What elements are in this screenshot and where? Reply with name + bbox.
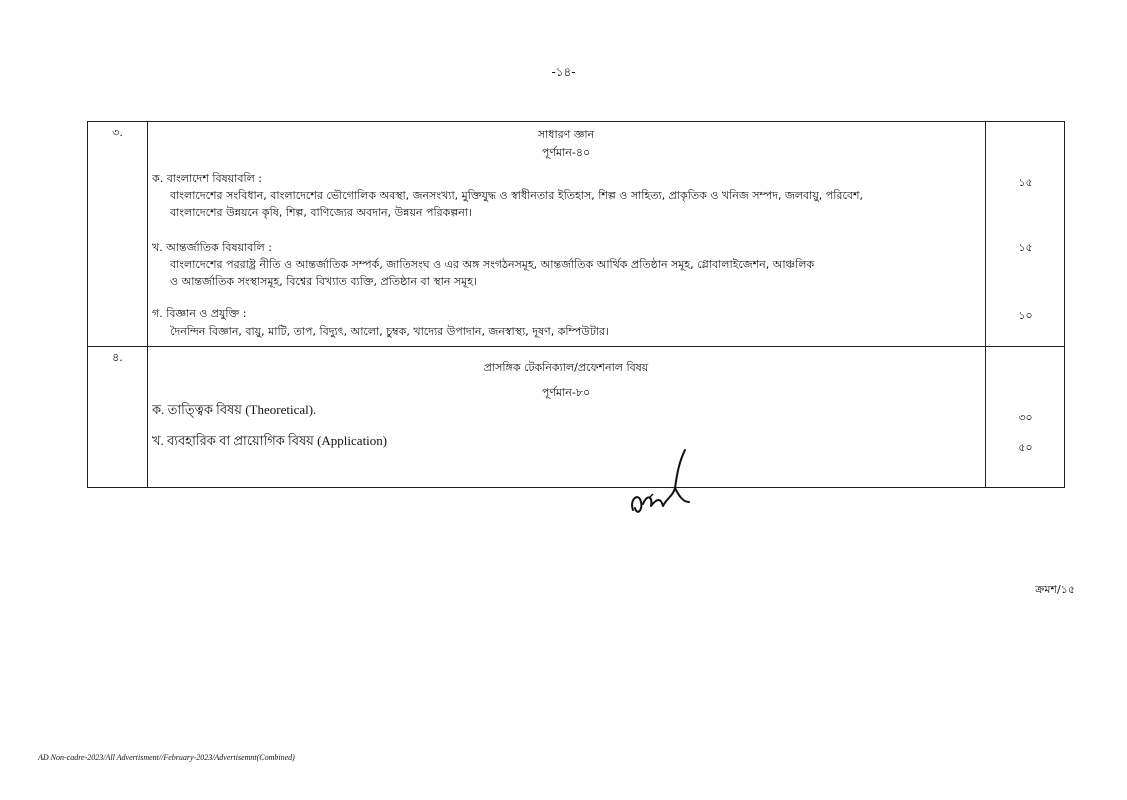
row-divider (88, 346, 1064, 347)
marks-value: ১০ (1018, 309, 1033, 322)
section-title: সাধারণ জ্ঞান (537, 128, 595, 141)
full-marks: পূর্ণমান-৪০ (541, 146, 591, 159)
marks-value: ১৫ (1018, 241, 1033, 254)
full-marks: পূর্ণমান-৮০ (541, 386, 591, 399)
subsection-text-line: বাংলাদেশের উন্নয়নে কৃষি, শিল্প, বাণিজ্যের অবদান, উন্নয়ন পরিকল্পনা। (170, 206, 472, 219)
footer-file-path: AD Non-cadre-2023/All Advertisment//February-2023/Advertisemnt(Combined) (38, 753, 295, 762)
marks-value: ৩০ (1018, 411, 1033, 424)
page-number: -১৪- (551, 65, 576, 79)
column-divider (147, 122, 148, 487)
subsection-text-line: বাংলাদেশের সংবিধান, বাংলাদেশের ভৌগোলিক অবস্থা, জনসংখ্যা, মুক্তিযুদ্ধ ও স্বাধীনতার ইতিহাস, শিল্প ও সাহিত্য, প্রাকৃতিক ও খনিজ সম্পদ, জলবায়ু, পরিবেশ, (170, 189, 864, 202)
subsection-text-line: ও আন্তর্জাতিক সংস্থাসমূহ, বিশ্বের বিখ্যাত ব্যক্তি, প্রতিষ্ঠান বা স্থান সমূহ। (170, 275, 477, 288)
subsection-label: গ. বিজ্ঞান ও প্রযুক্তি : (152, 307, 247, 320)
subsection-label: ক. বাংলাদেশ বিষয়াবলি : (152, 172, 262, 185)
marks-value: ৫০ (1018, 441, 1033, 454)
marks-value: ১৫ (1018, 176, 1033, 189)
row-number: ৪. (112, 351, 123, 364)
subsection-label: খ. ব্যবহারিক বা প্রায়োগিক বিষয় (Application) (152, 433, 388, 448)
subsection-label: ক. তাত্ত্বিক বিষয় (Theoretical). (152, 402, 317, 417)
section-title: প্রাসঙ্গিক টেকনিক্যাল/প্রফেশনাল বিষয় (483, 361, 649, 374)
subsection-label: খ. আন্তর্জাতিক বিষয়াবলি : (152, 241, 272, 254)
subsection-text-line: দৈনন্দিন বিজ্ঞান, বায়ু, মাটি, তাপ, বিদ্যুৎ, আলো, চুম্বক, খাদ্যের উপাদান, জনস্বাস্থ্য, দূষণ, কম্পিউটার। (170, 325, 610, 338)
signature (627, 444, 691, 524)
continued-note: ক্রমশ/১৫ (1035, 583, 1075, 596)
row-number: ৩. (112, 126, 123, 139)
subsection-text-line: বাংলাদেশের পররাষ্ট্র নীতি ও আন্তর্জাতিক সম্পর্ক, জাতিসংঘ ও এর অঙ্গ সংগঠনসমূহ, আন্তর্জাতিক আর্থিক প্রতিষ্ঠান সমূহ, গ্লোবালাইজেশন, আঞ্চলিক (170, 258, 815, 271)
syllabus-table (87, 121, 1065, 488)
